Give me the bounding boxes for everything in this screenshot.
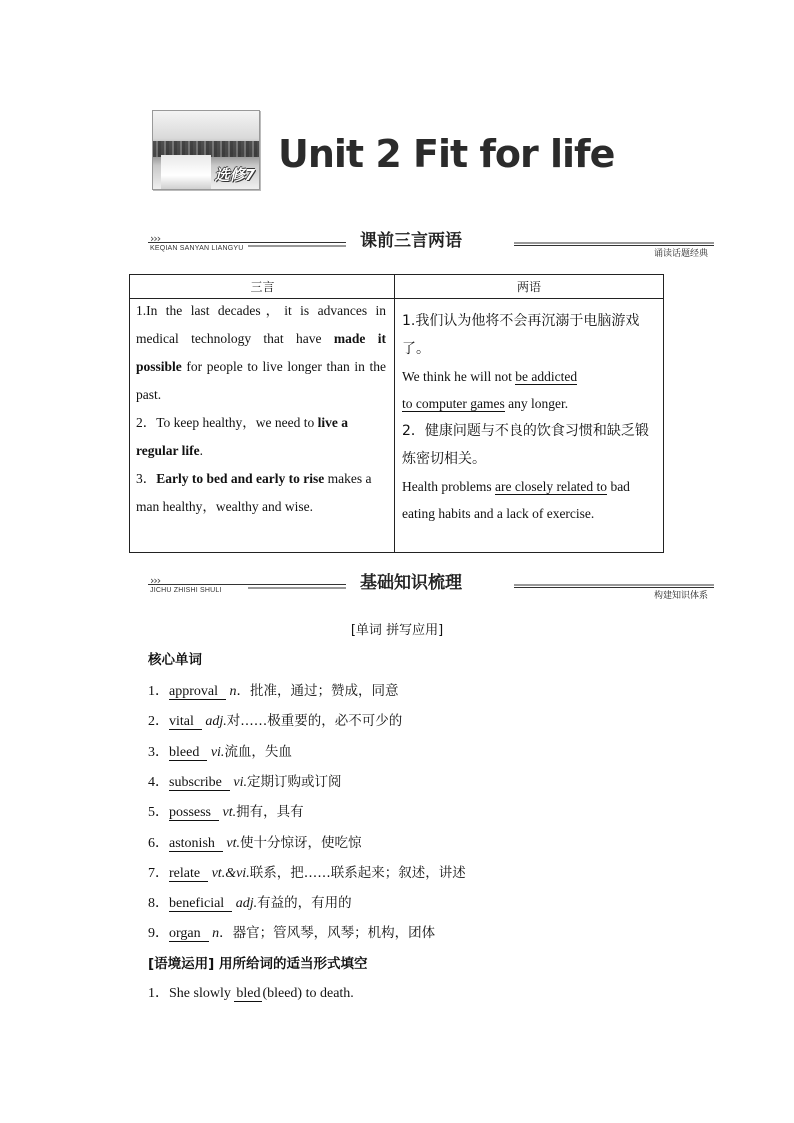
vocab-item (148, 770, 342, 791)
vocab-pos: adj. (205, 714, 227, 730)
vocab-meaning: ．批准，通过；赞成，同意 (236, 683, 399, 699)
exercise-answer: bled (236, 986, 261, 1001)
table-header-col1: 三言 (130, 275, 395, 299)
vocab-pos: vt. (226, 835, 240, 851)
exercise-text-end: (bleed) to death. (262, 986, 354, 1001)
translation-1-answer-b: to computer games (402, 396, 505, 411)
table-cell-left (136, 297, 386, 521)
vocab-number: 8． (148, 896, 169, 912)
quote-2-text-end: . (199, 443, 203, 458)
banner-pinyin: JICHU ZHISHI SHULI (150, 587, 222, 594)
vocab-number: 6． (148, 835, 169, 851)
vocab-meaning: 有益的，有用的 (257, 895, 352, 912)
table-cell-right (402, 307, 658, 527)
quote-3 (136, 465, 386, 521)
vocab-meaning: 流血，失血 (224, 743, 292, 760)
table-header-col2: 两语 (395, 275, 663, 299)
vocab-word: possess (169, 805, 219, 821)
banner-subtitle: 诵读话题经典 (653, 249, 708, 259)
translation-1-answer-a: be addicted (515, 369, 578, 384)
section-banner-basics (148, 574, 714, 604)
exercise-text: She slowly (169, 986, 235, 1001)
vocab-item (148, 679, 398, 700)
vocab-number: 5． (148, 805, 169, 821)
table-divider (394, 275, 395, 552)
vocab-pos: n (229, 684, 237, 699)
vocab-word: vital (169, 714, 202, 730)
vocab-meaning: 定期订购或订阅 (247, 773, 342, 790)
banner-subtitle: 构建知识体系 (653, 591, 708, 601)
quote-2 (136, 409, 386, 465)
vocab-word: organ (169, 926, 209, 942)
quote-2-text: 2．To keep healthy，we need to (136, 415, 318, 430)
quote-3-text-end: makes a man healthy，wealthy and wise. (136, 471, 372, 514)
translation-2-answer: are closely related to (494, 479, 608, 494)
vocab-meaning: 拥有，具有 (236, 804, 304, 821)
vocab-item (148, 861, 466, 882)
banner-rule-right-thick (514, 242, 714, 244)
vocab-number: 2． (148, 714, 169, 730)
translation-1-text-end: any longer. (504, 396, 569, 411)
vocab-item (148, 800, 304, 821)
vocab-word: bleed (169, 745, 207, 761)
banner-title: 课前三言两语 (360, 231, 462, 251)
book-badge-image (152, 110, 260, 190)
banner-rule-left (148, 242, 346, 243)
vocab-meaning: ．器官；管风琴，风琴；机构，团体 (219, 925, 436, 942)
vocab-item (148, 740, 292, 761)
quote-1-bold: made it possible (136, 331, 386, 374)
vocab-meaning: 使十分惊讶，使吃惊 (240, 834, 362, 851)
vocab-number: 1． (148, 684, 169, 699)
vocab-word: beneficial (169, 896, 232, 912)
vocab-pos: n (212, 926, 220, 942)
banner-arrows: ››› (150, 232, 161, 245)
badge-label: 选修7 (214, 166, 255, 184)
section-banner-preclass (148, 232, 714, 262)
vocab-pos: adj. (235, 896, 258, 912)
vocab-item (148, 891, 352, 912)
quote-1-text: 1.In the last decades，it is advances in medical technology that have (136, 303, 386, 346)
translation-2-en (402, 473, 658, 527)
quotes-table (129, 274, 664, 553)
quote-1 (136, 297, 386, 409)
translation-2-cn: 2．健康问题与不良的饮食习惯和缺乏锻炼密切相关。 (402, 423, 649, 467)
banner-title: 基础知识梳理 (360, 573, 462, 593)
vocab-pos: vi. (233, 774, 247, 790)
vocab-meaning: 联系，把……联系起来；叙述，讲述 (249, 864, 466, 881)
badge-waterfall-graphic (161, 155, 211, 189)
banner-rule-right-thick (514, 584, 714, 586)
vocab-number: 7． (148, 865, 169, 881)
banner-rule-left-thick (248, 587, 346, 589)
quote-1-text-end: for people to live longer than in the past. (136, 359, 386, 402)
vocab-item (148, 831, 362, 852)
translation-2-text: Health problems (402, 479, 495, 494)
quote-2-bold: live a regular life (136, 415, 348, 458)
vocab-word: relate (169, 866, 208, 882)
vocab-pos: vi. (210, 744, 225, 760)
vocab-word: subscribe (169, 775, 230, 791)
vocab-word: approval (169, 684, 226, 700)
translation-2-text-end: bad eating habits and a lack of exercise. (402, 479, 630, 521)
banner-rule-left-thick (248, 245, 346, 247)
vocab-item (148, 921, 435, 942)
banner-arrows: ››› (150, 574, 161, 587)
quote-3-num: 3． (136, 471, 157, 486)
vocab-pos: vt.&vi. (211, 865, 250, 881)
core-words-heading: 核心单词 (148, 652, 202, 668)
vocab-bracket-title: [单词 拼写应用] (350, 623, 444, 638)
translation-1-cn: 1.我们认为他将不会再沉溺于电脑游戏了。 (402, 313, 640, 357)
translation-1-text: We think he will not (402, 369, 516, 384)
translation-1-en (402, 363, 658, 417)
banner-rule-left (148, 584, 346, 585)
vocab-meaning: 对……极重要的，必不可少的 (226, 713, 403, 730)
exercise-number: 1． (148, 986, 169, 1001)
context-heading: [语境运用] 用所给词的适当形式填空 (148, 956, 368, 972)
quote-3-bold: Early to bed and early to rise (156, 471, 325, 486)
vocab-number: 3． (148, 744, 169, 760)
vocab-item (148, 709, 402, 730)
exercise-item (148, 982, 354, 1002)
vocab-number: 4． (148, 774, 169, 790)
vocab-pos: vt. (222, 805, 237, 821)
vocab-number: 9． (148, 926, 169, 942)
banner-pinyin: KEQIAN SANYAN LIANGYU (150, 245, 244, 252)
unit-title: Unit 2 Fit for life (278, 132, 615, 176)
vocab-word: astonish (169, 836, 223, 852)
